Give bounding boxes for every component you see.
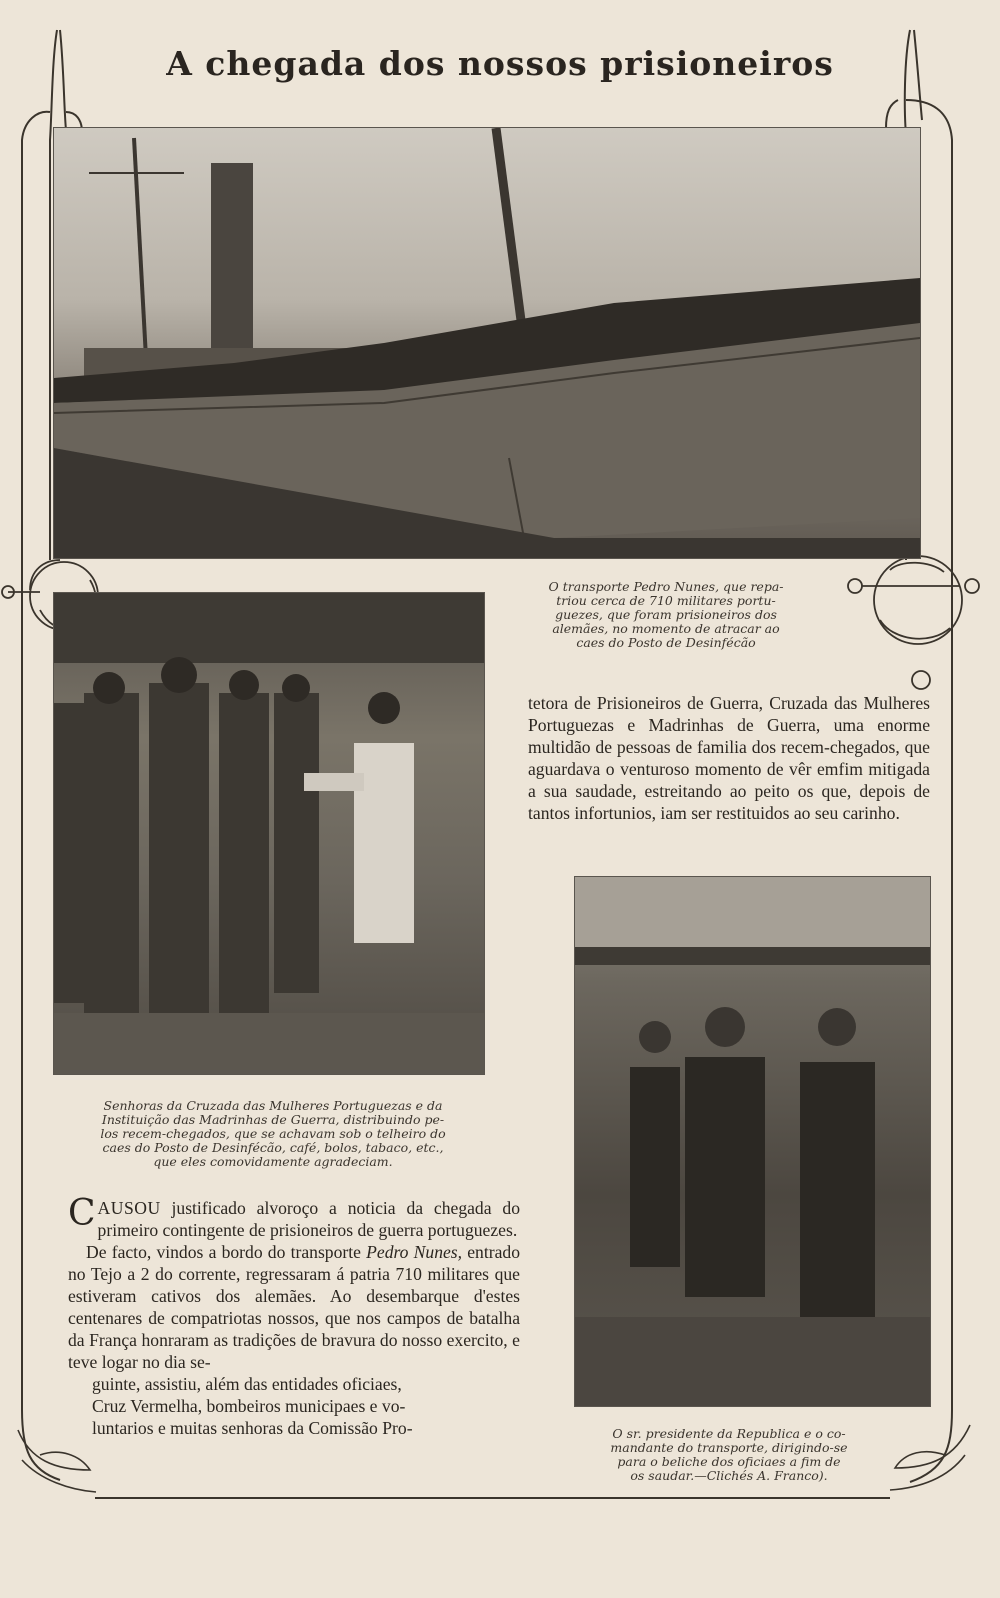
paragraph-2-rest: entrado no Tejo a 2 do corrente, regressaram á patria 710 militares que estiveram cativos dos alemães. Ao desembarque d'estes centenares de compatriotas nossos, que nos campos de batalha da França honraram as tradições de bravura do nosso exercito, e teve logar no dia se- bbox=[68, 1242, 521, 1372]
paragraph-2-start: De facto, vindos a bordo do transporte bbox=[86, 1242, 367, 1262]
article-line: Cruz Vermelha, bombeiros municipaes e vo- bbox=[92, 1396, 406, 1416]
caption-line: alemães, no momento de atracar ao bbox=[552, 621, 780, 636]
soldiers-illustration bbox=[54, 593, 484, 1074]
caption-line: O sr. presidente da Republica e o co- bbox=[612, 1426, 846, 1441]
ship-caption bbox=[516, 580, 816, 650]
caption-line: los recem-chegados, que se achavam sob o telheiro do bbox=[100, 1126, 446, 1141]
officers-illustration bbox=[575, 877, 930, 1406]
caption-line: mandante do transporte, dirigindo-se bbox=[610, 1440, 848, 1455]
lead-word: AUSOU bbox=[97, 1198, 161, 1218]
caption-line: caes do Posto de Desinfécão, café, bolos, tabaco, etc., bbox=[102, 1140, 444, 1155]
ship-photo bbox=[53, 127, 921, 559]
drop-cap: C bbox=[68, 1193, 96, 1234]
caption-line: guezes, que foram prisioneiros dos bbox=[555, 607, 777, 622]
caption-line: os saudar.—Clichés A. Franco). bbox=[630, 1468, 828, 1483]
paragraph-1: justificado alvoroço a noticia da chegada do primeiro contingente de prisioneiros de guerra portuguezes. bbox=[97, 1198, 520, 1240]
right-wreath-ornament bbox=[848, 556, 979, 689]
article-line: luntarios e muitas senhoras da Comissão Pro- bbox=[92, 1418, 413, 1438]
soldiers-and-ladies-photo bbox=[53, 592, 485, 1075]
caption-line: caes do Posto de Desinfécão bbox=[576, 635, 756, 650]
caption-line: triou cerca de 710 militares portu- bbox=[556, 593, 776, 608]
ship-illustration bbox=[54, 128, 920, 558]
article-continuation: tetora de Prisioneiros de Guerra, Cruzada das Mulheres Portuguezas e Madrinhas de Guerra, uma enorme multidão de pessoas de familia dos recem-chegados, que aguardava o venturoso momento de vêr emfim mitigada a sua saudade, estreitando ao peito os que, depois de tantos infortunios, iam ser restituidos ao seu carinho. bbox=[528, 693, 930, 823]
caption-line: que eles comovidamente agradeciam. bbox=[153, 1154, 393, 1169]
page-title: A chegada dos nossos prisioneiros bbox=[166, 44, 834, 83]
caption-line: O transporte Pedro Nunes, que repa- bbox=[548, 579, 784, 594]
ladies-caption bbox=[58, 1099, 488, 1169]
officers-walking-photo bbox=[574, 876, 931, 1407]
caption-line: para o beliche dos oficiaes a fim de bbox=[617, 1454, 841, 1469]
article-line: guinte, assistiu, além das entidades oficiaes, bbox=[92, 1374, 402, 1394]
caption-line: Instituição das Madrinhas de Guerra, distribuindo pe- bbox=[101, 1112, 445, 1127]
article-body bbox=[68, 1193, 521, 1439]
ship-name: Pedro Nunes, bbox=[366, 1242, 463, 1262]
president-caption bbox=[564, 1427, 894, 1483]
caption-line: Senhoras da Cruzada das Mulheres Portuguezas e da bbox=[103, 1098, 443, 1113]
